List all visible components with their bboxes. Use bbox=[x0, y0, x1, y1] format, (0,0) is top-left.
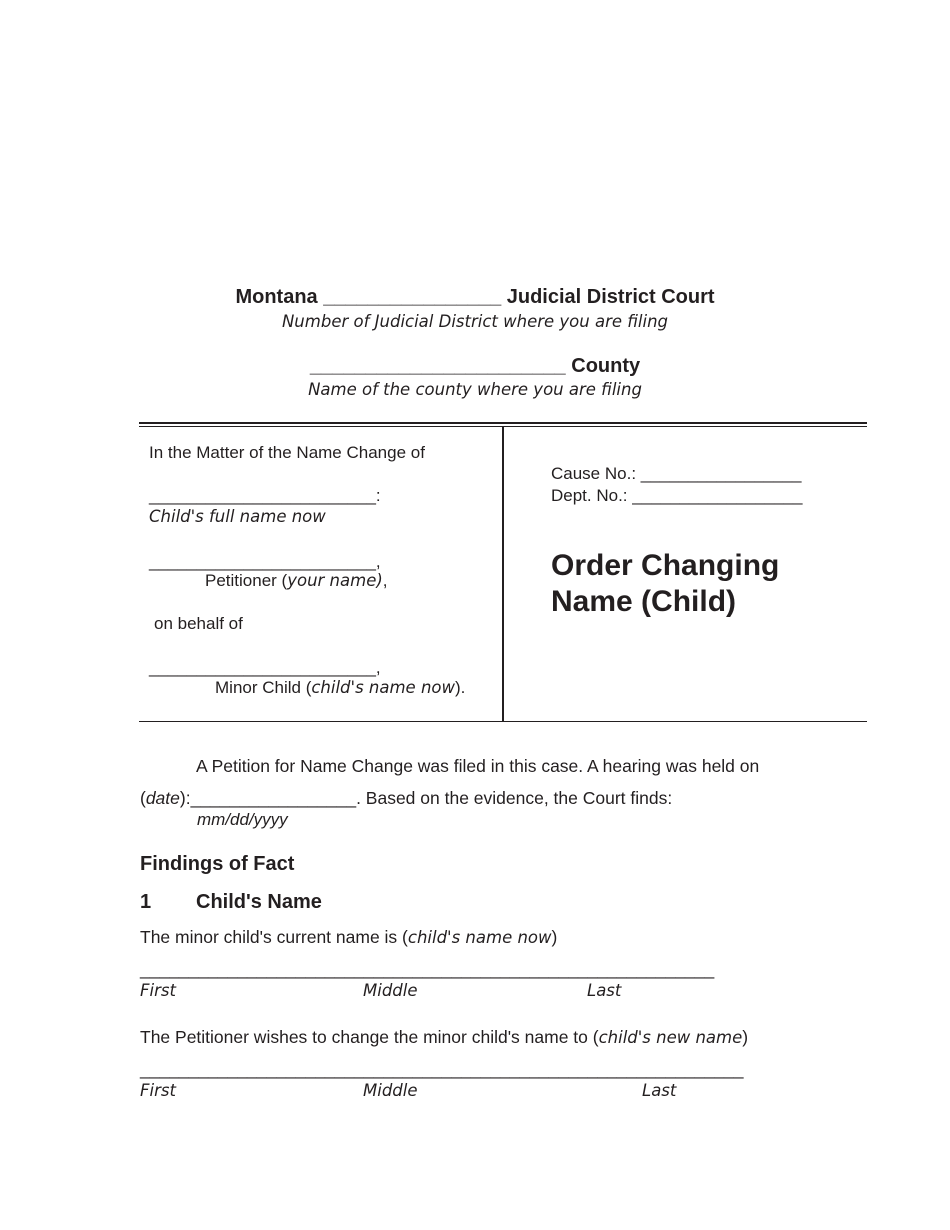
petitioner-label: Petitioner ( bbox=[205, 571, 288, 590]
child-name-hint: Child's full name now bbox=[149, 507, 326, 526]
district-hint: Number of Judicial District where you are filing bbox=[281, 312, 669, 331]
on-behalf-label: on behalf of bbox=[154, 614, 243, 633]
court-heading-line bbox=[0, 286, 950, 309]
caption-bottom-rule bbox=[139, 721, 867, 722]
minor-end: ). bbox=[455, 678, 466, 697]
date-hint: date bbox=[145, 788, 180, 808]
section1-title: Child's Name bbox=[196, 891, 322, 913]
minor-label: Minor Child ( bbox=[215, 678, 312, 697]
court-label: Judicial District Court bbox=[506, 286, 715, 308]
petitioner-blank[interactable]: ________________________ bbox=[149, 552, 376, 571]
findings-heading: Findings of Fact bbox=[140, 853, 295, 875]
petitioner-line bbox=[149, 552, 381, 572]
dept-label: Dept. No.: bbox=[551, 486, 628, 505]
new-name-blank[interactable]: ______________________________________________________________ bbox=[140, 1059, 744, 1079]
current-first-label: First bbox=[140, 981, 176, 1000]
petitioner-hint: your name) bbox=[287, 571, 383, 590]
new-name-text: The Petitioner wishes to change the minor child's name to ( bbox=[140, 1027, 599, 1047]
caption-top-rule bbox=[139, 422, 867, 424]
document-title-line2: Name (Child) bbox=[551, 585, 737, 618]
petitioner-end: , bbox=[382, 571, 388, 590]
minor-label-line bbox=[215, 678, 465, 698]
intro-line2-rest: . Based on the evidence, the Court finds: bbox=[356, 788, 673, 808]
dept-number-blank[interactable]: __________________ bbox=[632, 486, 803, 505]
cause-number-blank[interactable]: _________________ bbox=[640, 464, 802, 483]
minor-comma: , bbox=[375, 658, 381, 677]
current-name-blank[interactable]: ___________________________________________________________ bbox=[140, 959, 715, 979]
cause-label: Cause No.: bbox=[551, 464, 637, 483]
county-heading-line bbox=[0, 355, 950, 378]
dept-number-line bbox=[551, 486, 802, 506]
matter-of-label: In the Matter of the Name Change of bbox=[149, 443, 425, 462]
current-name-hint: child's name now bbox=[407, 928, 552, 947]
state-label: Montana bbox=[235, 286, 318, 308]
current-name-line bbox=[140, 927, 557, 948]
minor-child-blank[interactable]: ________________________ bbox=[149, 658, 376, 677]
petitioner-label-line bbox=[205, 571, 388, 591]
new-first-label: First bbox=[140, 1081, 176, 1100]
intro-line2 bbox=[140, 788, 672, 809]
cause-number-line bbox=[551, 464, 802, 484]
intro-line1: A Petition for Name Change was filed in this case. A hearing was held on bbox=[196, 756, 760, 776]
child-name-blank[interactable]: ________________________ bbox=[149, 486, 376, 505]
child-name-colon: : bbox=[375, 486, 381, 505]
district-number-blank[interactable]: ________________ bbox=[323, 286, 502, 308]
date-open: ( bbox=[140, 788, 146, 808]
county-label: County bbox=[571, 355, 641, 377]
current-last-label: Last bbox=[587, 981, 622, 1000]
date-close: ): bbox=[179, 788, 191, 808]
minor-line bbox=[149, 658, 381, 678]
caption-divider bbox=[502, 426, 504, 722]
new-middle-label: Middle bbox=[363, 1081, 418, 1100]
date-format-hint: mm/dd/yyyy bbox=[197, 810, 288, 829]
new-name-end: ) bbox=[742, 1027, 749, 1047]
county-name-blank[interactable]: _______________________ bbox=[309, 355, 566, 377]
section1-number: 1 bbox=[140, 891, 152, 913]
new-name-line bbox=[140, 1027, 748, 1048]
hearing-date-blank[interactable]: _________________ bbox=[190, 788, 357, 808]
document-title-line1: Order Changing bbox=[551, 549, 780, 582]
current-name-end: ) bbox=[551, 927, 558, 947]
current-middle-label: Middle bbox=[363, 981, 418, 1000]
county-hint: Name of the county where you are filing bbox=[308, 380, 642, 399]
new-last-label: Last bbox=[642, 1081, 677, 1100]
child-name-line bbox=[149, 486, 381, 506]
minor-hint: child's name now bbox=[311, 678, 455, 697]
current-name-text: The minor child's current name is ( bbox=[140, 927, 408, 947]
new-name-hint: child's new name bbox=[598, 1028, 743, 1047]
petitioner-comma: , bbox=[375, 552, 381, 571]
